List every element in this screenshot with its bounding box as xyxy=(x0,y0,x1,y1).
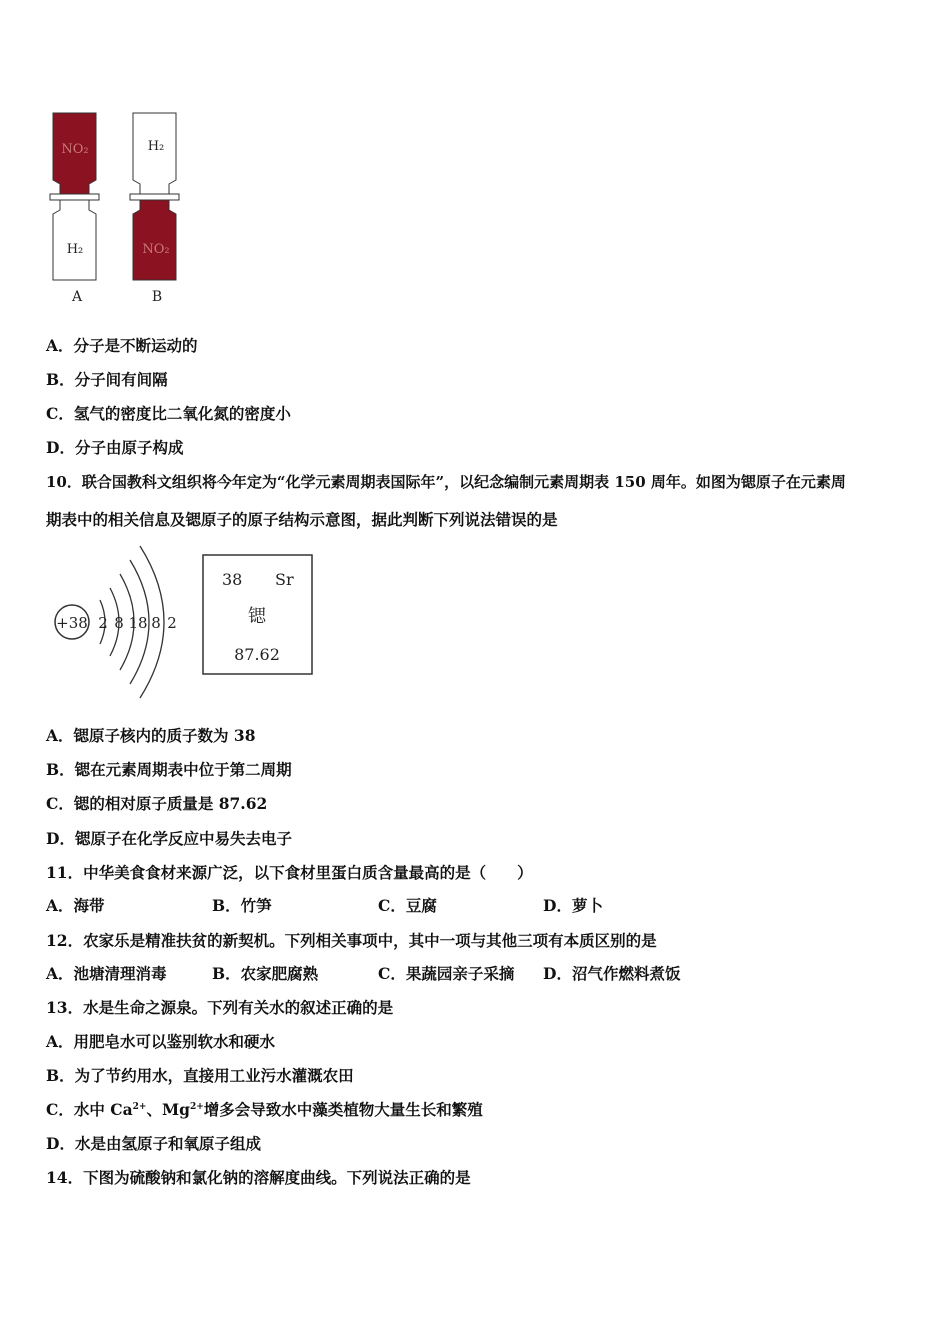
q11-option-d[interactable]: D．萝卜 xyxy=(543,896,603,915)
bottle-b-top-gas: H₂ xyxy=(147,139,165,154)
shell-electrons-2: 8 xyxy=(114,614,124,632)
bottle-a-bottom-gas: H₂ xyxy=(66,242,84,257)
bottle-b-label: B xyxy=(151,289,163,305)
mg-ion-charge: 2+ xyxy=(189,1102,204,1112)
q12-option-c[interactable]: C．果蔬园亲子采摘 xyxy=(378,964,515,983)
bottle-a-label: A xyxy=(71,289,83,305)
q14-stem: 14．下图为硫酸钠和氯化钠的溶解度曲线。下列说法正确的是 xyxy=(46,1168,471,1187)
ca-ion-charge: 2+ xyxy=(132,1102,147,1112)
q11-option-b[interactable]: B．竹笋 xyxy=(212,896,272,915)
q12-stem: 12．农家乐是精准扶贫的新契机。下列相关事项中，其中一项与其他三项有本质区别的是 xyxy=(46,931,657,950)
q10-stem-line2: 期表中的相关信息及锶原子的原子结构示意图，据此判断下列说法错误的是 xyxy=(46,510,558,529)
atom-structure-diagram xyxy=(48,542,188,702)
atomic-mass: 87.62 xyxy=(234,645,280,664)
shell-electrons-5: 2 xyxy=(167,614,177,632)
q10-option-c[interactable]: C．锶的相对原子质量是 87.62 xyxy=(46,794,268,813)
bottle-a-lower-h2 xyxy=(53,200,96,280)
q13-option-c[interactable] xyxy=(46,1100,483,1120)
shell-electrons-3: 18 xyxy=(128,614,148,632)
atomic-number: 38 xyxy=(222,570,243,589)
bottle-a xyxy=(50,113,99,305)
shell-electrons-1: 2 xyxy=(98,614,108,632)
bottle-b-glass-plate xyxy=(130,194,179,200)
q12-option-b[interactable]: B．农家肥腐熟 xyxy=(212,964,319,983)
element-card xyxy=(202,554,314,676)
q12-option-a[interactable]: A．池塘清理消毒 xyxy=(46,964,167,983)
bottle-b xyxy=(130,113,179,305)
bottle-a-glass-plate xyxy=(50,194,99,200)
q11-option-c[interactable]: C．豆腐 xyxy=(378,896,437,915)
q13-option-b[interactable]: B．为了节约用水，直接用工业污水灌溉农田 xyxy=(46,1066,354,1085)
q13-option-a[interactable]: A．用肥皂水可以鉴别软水和硬水 xyxy=(46,1032,276,1051)
q12-option-d[interactable]: D．沼气作燃料煮饭 xyxy=(543,964,681,983)
q13-option-c-sep: 、Mg xyxy=(146,1100,190,1119)
q9-option-c[interactable]: C．氢气的密度比二氧化氮的密度小 xyxy=(46,404,291,423)
q9-option-b[interactable]: B．分子间有间隔 xyxy=(46,370,168,389)
q13-option-c-suffix: 增多会导致水中藻类植物大量生长和繁殖 xyxy=(203,1100,483,1119)
q9-option-d[interactable]: D．分子由原子构成 xyxy=(46,438,184,457)
element-name: 锶 xyxy=(248,606,266,627)
element-symbol: Sr xyxy=(275,570,294,589)
gas-diffusion-figure xyxy=(40,108,240,308)
q9-option-a[interactable]: A．分子是不断运动的 xyxy=(46,336,198,355)
q10-stem-line1: 10．联合国教科文组织将今年定为“化学元素周期表国际年”，以纪念编制元素周期表 150 周年。如图为锶原子在元素周 xyxy=(46,473,846,491)
q13-option-c-prefix: C．水中 Ca xyxy=(46,1100,133,1119)
shell-electrons-4: 8 xyxy=(151,614,161,632)
bottle-a-top-gas: NO₂ xyxy=(61,142,89,157)
q10-option-b[interactable]: B．锶在元素周期表中位于第二周期 xyxy=(46,760,292,779)
bottle-b-bottom-gas: NO₂ xyxy=(142,242,170,257)
q10-option-d[interactable]: D．锶原子在化学反应中易失去电子 xyxy=(46,829,292,848)
bottle-b-lower-no2 xyxy=(133,200,176,280)
nucleus-charge: +38 xyxy=(56,614,88,632)
q13-option-d[interactable]: D．水是由氢原子和氧原子组成 xyxy=(46,1134,261,1153)
q11-stem: 11．中华美食食材来源广泛，以下食材里蛋白质含量最高的是（ ） xyxy=(46,863,533,882)
q13-stem: 13．水是生命之源泉。下列有关水的叙述正确的是 xyxy=(46,998,394,1017)
q11-option-a[interactable]: A．海带 xyxy=(46,896,105,915)
q10-option-a[interactable]: A．锶原子核内的质子数为 38 xyxy=(46,726,256,745)
